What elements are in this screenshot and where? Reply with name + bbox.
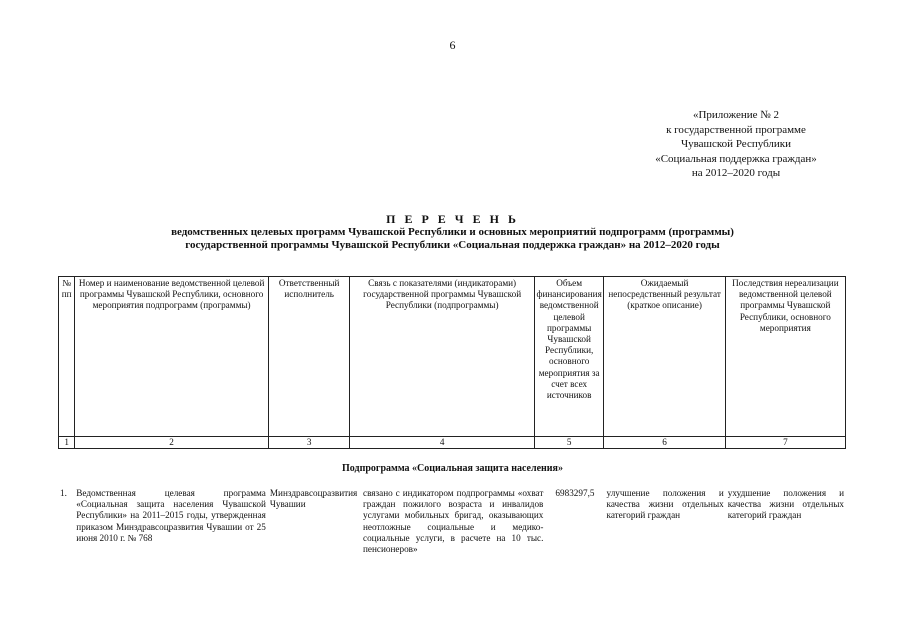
header-cell-funding: Объем финансирования ведомственной целевой программы Чувашской Республики, основного мероприятия за счет всех источников [534, 277, 604, 437]
appendix-line: «Социальная поддержка граждан» [655, 152, 817, 165]
row-number: 1. [60, 488, 67, 498]
column-number: 6 [604, 437, 725, 449]
header-cell-num: № пп [59, 277, 75, 437]
column-number: 7 [725, 437, 845, 449]
program-table [58, 487, 846, 556]
header-cell-consequence: Последствия нереализации ведомственной целевой программы Чувашской Республики, основного мероприятия [725, 277, 845, 437]
column-number: 4 [350, 437, 534, 449]
header-cell-executor: Ответственный исполнитель [268, 277, 350, 437]
appendix-line: на 2012–2020 годы [691, 167, 781, 179]
column-number: 3 [268, 437, 350, 449]
document-heading [0, 213, 905, 252]
row-executor: Минздравсоцразвития Чувашии [269, 488, 358, 510]
row-funding: 6983297,5 [555, 488, 595, 498]
header-cell-name: Номер и наименование ведомственной целевой программы Чувашской Республики, основного мероприятия подпрограмм (программы) [75, 277, 269, 437]
row-program-name: Ведомственная целевая программа «Социальная защита населения Чувашской Республики» на 2011–2015 годы, утвержденная приказом Минздравсоцразвития Чувашии от 25 июня 2010 г. № 768 [76, 488, 266, 543]
appendix-line: к государственной программе [666, 123, 806, 136]
header-cell-result: Ожидаемый непосредственный результат (краткое описание) [604, 277, 725, 437]
document-title: П Е Р Е Ч Е Н Ь [386, 212, 519, 226]
appendix-line: «Приложение № 2 [692, 109, 780, 121]
header-cell-indicator: Связь с показателями (индикаторами) государственной программы Чувашской Республики (подпрограммы) [350, 277, 534, 437]
subprogram-title: Подпрограмма «Социальная защита населения» [342, 463, 563, 474]
column-number: 2 [75, 437, 269, 449]
column-number: 5 [534, 437, 604, 449]
header-table [58, 276, 846, 449]
page-number: 6 [449, 38, 456, 52]
row-result: улучшение положения и качества жизни отдельных категорий граждан [606, 488, 724, 521]
document-subtitle-line: государственной программы Чувашской Республики «Социальная поддержка граждан» на 2012–2020 годы [185, 239, 720, 251]
document-subtitle-line: ведомственных целевых программ Чувашской Республики и основных мероприятий подпрограмм (программы) [171, 226, 734, 238]
table-row [58, 487, 846, 556]
appendix-note [630, 108, 842, 181]
row-consequence: ухудшение положения и качества жизни отдельных категорий граждан [727, 488, 844, 521]
appendix-line: Чувашской Республики [680, 138, 792, 150]
column-number: 1 [59, 437, 75, 449]
row-indicator: связано с индикатором подпрограммы «охват граждан пожилого возраста и инвалидов услугами мобильных бригад, оказывающих неотложные социальные и медико-социальные услуги, в расчете на 10 тыс. пенсионеров» [363, 488, 544, 555]
